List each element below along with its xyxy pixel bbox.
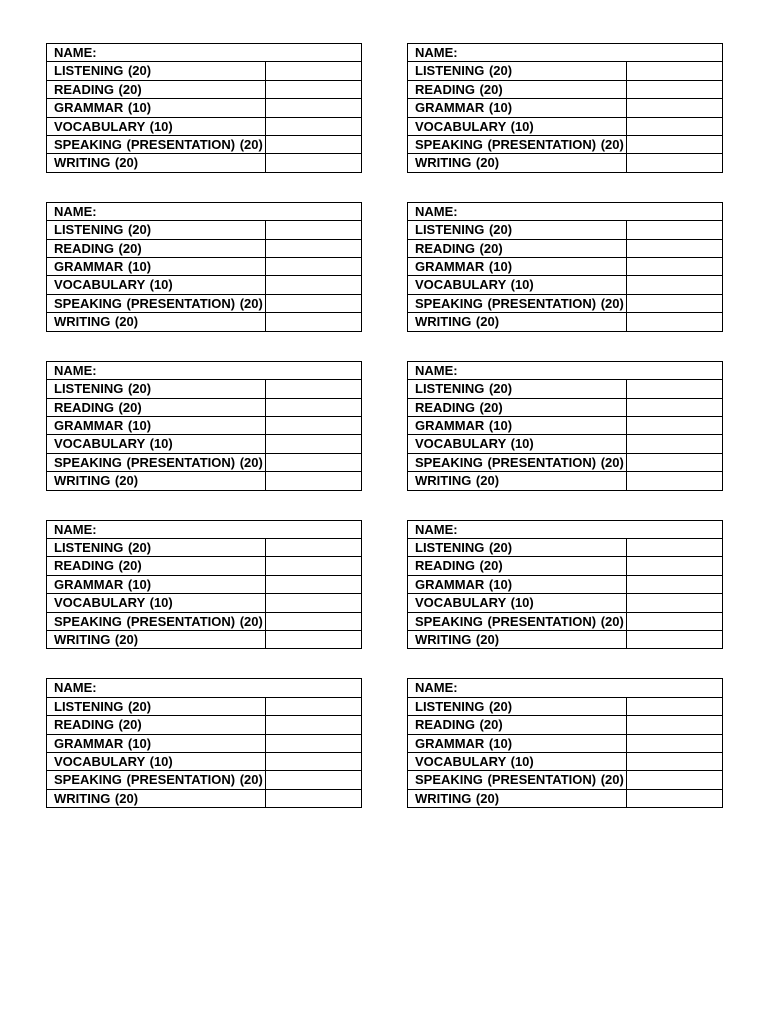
name-row xyxy=(47,202,362,220)
table-row xyxy=(47,239,362,257)
score-cell xyxy=(266,294,362,312)
name-row xyxy=(47,44,362,62)
score-cell xyxy=(266,734,362,752)
skill-label: READING (20) xyxy=(47,239,266,257)
skill-label: READING (20) xyxy=(408,557,627,575)
score-cell xyxy=(627,398,723,416)
score-cell xyxy=(627,276,723,294)
score-cell xyxy=(627,313,723,331)
skill-label: READING (20) xyxy=(47,557,266,575)
score-cell xyxy=(266,62,362,80)
skill-label: GRAMMAR (10) xyxy=(47,416,266,434)
score-cell xyxy=(627,538,723,556)
score-cell xyxy=(266,538,362,556)
score-card xyxy=(407,43,723,173)
name-label: NAME: xyxy=(408,44,723,62)
score-cell xyxy=(266,453,362,471)
score-cards-grid xyxy=(46,43,722,808)
score-cell xyxy=(266,258,362,276)
skill-label: GRAMMAR (10) xyxy=(408,258,627,276)
table-row xyxy=(47,789,362,807)
score-cell xyxy=(627,716,723,734)
score-cell xyxy=(627,258,723,276)
skill-label: GRAMMAR (10) xyxy=(408,734,627,752)
score-cell xyxy=(627,771,723,789)
skill-label: READING (20) xyxy=(47,716,266,734)
score-cell xyxy=(266,557,362,575)
table-row xyxy=(408,154,723,172)
table-row xyxy=(408,453,723,471)
skill-label: SPEAKING (PRESENTATION) (20) xyxy=(47,453,266,471)
score-cell xyxy=(627,612,723,630)
name-label: NAME: xyxy=(408,679,723,697)
skill-label: SPEAKING (PRESENTATION) (20) xyxy=(47,294,266,312)
table-row xyxy=(408,734,723,752)
score-card xyxy=(46,43,362,173)
name-label: NAME: xyxy=(47,520,362,538)
score-cell xyxy=(627,697,723,715)
score-cell xyxy=(627,594,723,612)
table-row xyxy=(408,294,723,312)
skill-label: READING (20) xyxy=(408,398,627,416)
score-cell xyxy=(627,99,723,117)
table-row xyxy=(47,80,362,98)
table-row xyxy=(47,575,362,593)
skill-label: WRITING (20) xyxy=(47,154,266,172)
table-row xyxy=(408,258,723,276)
table-row xyxy=(47,453,362,471)
skill-label: WRITING (20) xyxy=(47,630,266,648)
skill-label: SPEAKING (PRESENTATION) (20) xyxy=(47,771,266,789)
table-row xyxy=(408,575,723,593)
skill-label: LISTENING (20) xyxy=(47,697,266,715)
skill-label: LISTENING (20) xyxy=(47,380,266,398)
table-row xyxy=(47,380,362,398)
score-cell xyxy=(266,472,362,490)
score-cell xyxy=(627,435,723,453)
name-row xyxy=(408,202,723,220)
table-row xyxy=(47,538,362,556)
score-cell xyxy=(627,136,723,154)
score-cell xyxy=(627,62,723,80)
name-row xyxy=(408,520,723,538)
table-row xyxy=(408,557,723,575)
skill-label: WRITING (20) xyxy=(408,630,627,648)
score-cell xyxy=(266,697,362,715)
table-row xyxy=(47,221,362,239)
score-cell xyxy=(627,472,723,490)
score-cell xyxy=(627,221,723,239)
score-cell xyxy=(266,435,362,453)
skill-label: READING (20) xyxy=(47,398,266,416)
score-cell xyxy=(627,80,723,98)
score-cell xyxy=(266,221,362,239)
skill-label: GRAMMAR (10) xyxy=(408,575,627,593)
skill-label: WRITING (20) xyxy=(47,472,266,490)
skill-label: VOCABULARY (10) xyxy=(408,276,627,294)
score-card xyxy=(407,678,723,808)
score-cell xyxy=(266,99,362,117)
score-card xyxy=(46,520,362,650)
score-cell xyxy=(627,294,723,312)
skill-label: GRAMMAR (10) xyxy=(47,734,266,752)
score-cell xyxy=(627,734,723,752)
skill-label: WRITING (20) xyxy=(47,789,266,807)
skill-label: LISTENING (20) xyxy=(47,221,266,239)
score-cell xyxy=(266,753,362,771)
skill-label: SPEAKING (PRESENTATION) (20) xyxy=(408,294,627,312)
score-cell xyxy=(627,575,723,593)
table-row xyxy=(408,771,723,789)
skill-label: WRITING (20) xyxy=(408,154,627,172)
skill-label: LISTENING (20) xyxy=(47,538,266,556)
table-row xyxy=(408,136,723,154)
skill-label: READING (20) xyxy=(47,80,266,98)
skill-label: SPEAKING (PRESENTATION) (20) xyxy=(408,771,627,789)
score-cell xyxy=(266,612,362,630)
skill-label: GRAMMAR (10) xyxy=(47,99,266,117)
score-cell xyxy=(266,313,362,331)
score-cell xyxy=(266,80,362,98)
table-row xyxy=(408,398,723,416)
score-card xyxy=(46,202,362,332)
table-row xyxy=(47,258,362,276)
score-card xyxy=(407,202,723,332)
table-row xyxy=(47,716,362,734)
table-row xyxy=(408,416,723,434)
score-cell xyxy=(266,789,362,807)
table-row xyxy=(47,294,362,312)
skill-label: GRAMMAR (10) xyxy=(408,416,627,434)
table-row xyxy=(47,62,362,80)
table-row xyxy=(47,99,362,117)
score-cell xyxy=(627,117,723,135)
table-row xyxy=(47,734,362,752)
skill-label: VOCABULARY (10) xyxy=(47,594,266,612)
score-card xyxy=(407,361,723,491)
skill-label: LISTENING (20) xyxy=(408,221,627,239)
table-row xyxy=(408,753,723,771)
table-row xyxy=(408,99,723,117)
score-cell xyxy=(266,276,362,294)
score-cell xyxy=(266,380,362,398)
skill-label: READING (20) xyxy=(408,716,627,734)
name-label: NAME: xyxy=(47,679,362,697)
table-row xyxy=(47,594,362,612)
skill-label: LISTENING (20) xyxy=(408,538,627,556)
score-cell xyxy=(627,453,723,471)
name-label: NAME: xyxy=(47,44,362,62)
skill-label: GRAMMAR (10) xyxy=(47,575,266,593)
name-row xyxy=(47,520,362,538)
skill-label: LISTENING (20) xyxy=(408,697,627,715)
skill-label: SPEAKING (PRESENTATION) (20) xyxy=(47,612,266,630)
skill-label: WRITING (20) xyxy=(408,789,627,807)
skill-label: GRAMMAR (10) xyxy=(408,99,627,117)
skill-label: LISTENING (20) xyxy=(408,380,627,398)
score-card xyxy=(46,361,362,491)
table-row xyxy=(408,117,723,135)
score-cell xyxy=(627,239,723,257)
name-row xyxy=(47,361,362,379)
skill-label: VOCABULARY (10) xyxy=(408,753,627,771)
skill-label: VOCABULARY (10) xyxy=(47,276,266,294)
table-row xyxy=(47,276,362,294)
table-row xyxy=(47,753,362,771)
name-label: NAME: xyxy=(47,361,362,379)
skill-label: SPEAKING (PRESENTATION) (20) xyxy=(408,612,627,630)
score-cell xyxy=(266,117,362,135)
score-card xyxy=(46,678,362,808)
score-cell xyxy=(627,789,723,807)
name-label: NAME: xyxy=(47,202,362,220)
score-cell xyxy=(266,716,362,734)
score-cell xyxy=(266,630,362,648)
score-cell xyxy=(627,380,723,398)
score-cell xyxy=(627,154,723,172)
skill-label: SPEAKING (PRESENTATION) (20) xyxy=(47,136,266,154)
table-row xyxy=(408,538,723,556)
score-cell xyxy=(266,136,362,154)
score-cell xyxy=(266,416,362,434)
name-label: NAME: xyxy=(408,361,723,379)
table-row xyxy=(408,697,723,715)
score-cell xyxy=(627,416,723,434)
table-row xyxy=(47,697,362,715)
skill-label: VOCABULARY (10) xyxy=(47,435,266,453)
score-card xyxy=(407,520,723,650)
score-cell xyxy=(627,753,723,771)
table-row xyxy=(408,612,723,630)
table-row xyxy=(408,221,723,239)
skill-label: VOCABULARY (10) xyxy=(408,117,627,135)
name-label: NAME: xyxy=(408,520,723,538)
score-cell xyxy=(266,398,362,416)
table-row xyxy=(47,416,362,434)
skill-label: VOCABULARY (10) xyxy=(47,753,266,771)
name-row xyxy=(408,361,723,379)
score-cell xyxy=(266,239,362,257)
skill-label: VOCABULARY (10) xyxy=(408,435,627,453)
table-row xyxy=(47,117,362,135)
table-row xyxy=(47,313,362,331)
table-row xyxy=(47,398,362,416)
table-row xyxy=(47,612,362,630)
name-label: NAME: xyxy=(408,202,723,220)
table-row xyxy=(408,380,723,398)
table-row xyxy=(47,557,362,575)
name-row xyxy=(408,44,723,62)
skill-label: WRITING (20) xyxy=(408,472,627,490)
table-row xyxy=(47,771,362,789)
table-row xyxy=(408,472,723,490)
skill-label: GRAMMAR (10) xyxy=(47,258,266,276)
table-row xyxy=(47,154,362,172)
skill-label: READING (20) xyxy=(408,80,627,98)
score-cell xyxy=(266,575,362,593)
table-row xyxy=(408,630,723,648)
skill-label: READING (20) xyxy=(408,239,627,257)
skill-label: LISTENING (20) xyxy=(408,62,627,80)
table-row xyxy=(47,630,362,648)
skill-label: WRITING (20) xyxy=(408,313,627,331)
table-row xyxy=(408,594,723,612)
table-row xyxy=(408,239,723,257)
name-row xyxy=(408,679,723,697)
table-row xyxy=(408,716,723,734)
score-cell xyxy=(266,154,362,172)
name-row xyxy=(47,679,362,697)
skill-label: VOCABULARY (10) xyxy=(47,117,266,135)
skill-label: LISTENING (20) xyxy=(47,62,266,80)
skill-label: WRITING (20) xyxy=(47,313,266,331)
score-cell xyxy=(266,771,362,789)
table-row xyxy=(408,789,723,807)
table-row xyxy=(408,435,723,453)
table-row xyxy=(47,136,362,154)
table-row xyxy=(47,472,362,490)
table-row xyxy=(408,80,723,98)
skill-label: VOCABULARY (10) xyxy=(408,594,627,612)
table-row xyxy=(47,435,362,453)
table-row xyxy=(408,313,723,331)
score-cell xyxy=(627,557,723,575)
skill-label: SPEAKING (PRESENTATION) (20) xyxy=(408,453,627,471)
skill-label: SPEAKING (PRESENTATION) (20) xyxy=(408,136,627,154)
score-cell xyxy=(266,594,362,612)
table-row xyxy=(408,62,723,80)
table-row xyxy=(408,276,723,294)
score-cell xyxy=(627,630,723,648)
